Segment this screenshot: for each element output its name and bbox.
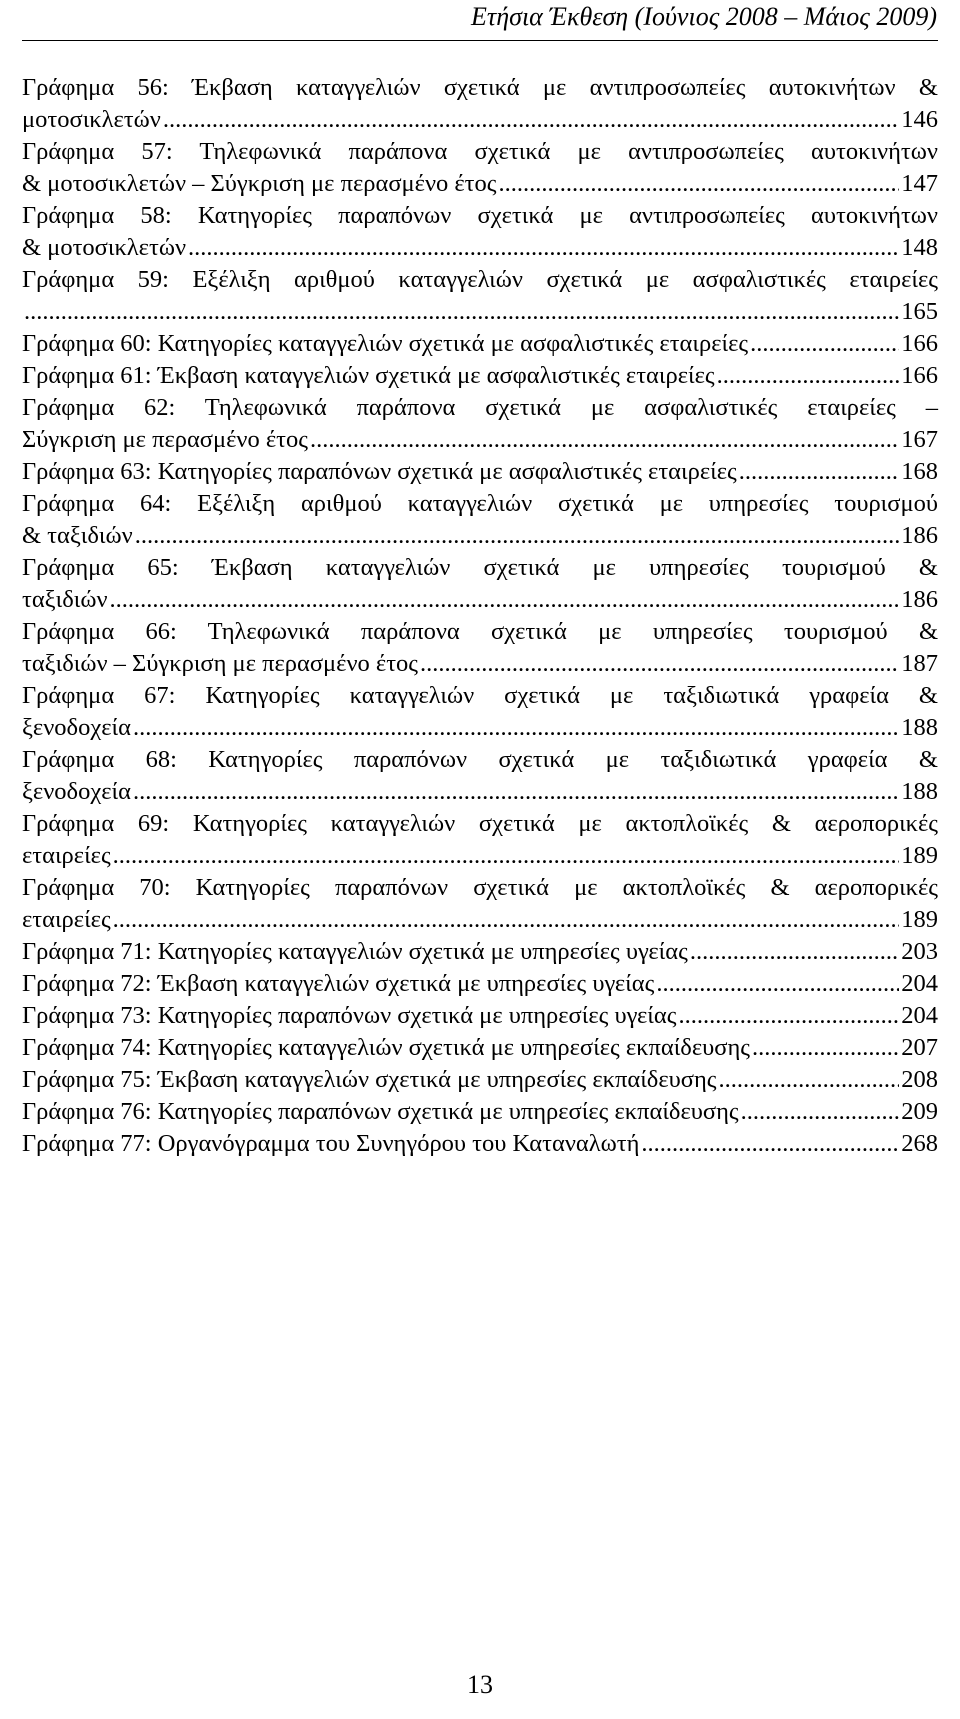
dot-leader — [717, 360, 900, 392]
toc-entry-title: Γράφημα 75: Έκβαση καταγγελιών σχετικά με υπηρεσίες εκπαίδευσης — [22, 1066, 717, 1093]
toc-entry-page: 203 — [901, 938, 938, 965]
toc-entry-title: & μοτοσικλετών — [22, 234, 187, 261]
toc-entry[interactable] — [22, 616, 938, 680]
dot-leader — [133, 712, 899, 744]
list-of-figures — [22, 72, 938, 1160]
toc-entry-text-line: Γράφημα 70: Κατηγορίες παραπόνων σχετικά με ακτοπλοϊκές & αεροπορικές — [22, 874, 938, 901]
toc-entry-page: 165 — [901, 298, 938, 325]
toc-entry[interactable] — [22, 872, 938, 936]
toc-entry-page: 204 — [901, 970, 938, 997]
dot-leader — [656, 968, 899, 1000]
toc-entry-page: 189 — [901, 842, 938, 869]
toc-entry-title: Γράφημα 74: Κατηγορίες καταγγελιών σχετικά με υπηρεσίες εκπαίδευσης — [22, 1034, 750, 1061]
toc-entry-page: 168 — [901, 458, 938, 485]
toc-entry-page: 166 — [901, 362, 938, 389]
toc-entry-last-line — [22, 232, 938, 264]
toc-entry-text-line: Γράφημα 58: Κατηγορίες παραπόνων σχετικά με αντιπροσωπείες αυτοκινήτων — [22, 202, 938, 229]
toc-entry-page: 146 — [901, 106, 938, 133]
toc-entry-last-line — [22, 936, 938, 968]
toc-entry-title: Γράφημα 76: Κατηγορίες παραπόνων σχετικά με υπηρεσίες εκπαίδευσης — [22, 1098, 739, 1125]
toc-entry-last-line — [22, 168, 938, 200]
toc-entry-text-line: Γράφημα 68: Κατηγορίες παραπόνων σχετικά με ταξιδιωτικά γραφεία & — [22, 746, 938, 773]
toc-entry[interactable] — [22, 488, 938, 552]
toc-entry-title: μοτοσικλετών — [22, 106, 161, 133]
toc-entry-title: & μοτοσικλετών – Σύγκριση με περασμένο έτος — [22, 170, 497, 197]
toc-entry-page: 148 — [901, 234, 938, 261]
toc-entry[interactable] — [22, 1128, 938, 1160]
toc-entry-page: 209 — [901, 1098, 938, 1125]
running-header: Ετήσια Έκθεση (Ιούνιος 2008 – Μάιος 2009) — [471, 2, 937, 31]
toc-entry-title: Γράφημα 61: Έκβαση καταγγελιών σχετικά με ασφαλιστικές εταιρείες — [22, 362, 715, 389]
toc-entry-text-line: Γράφημα 64: Εξέλιξη αριθμού καταγγελιών σχετικά με υπηρεσίες τουρισμού — [22, 490, 938, 517]
toc-entry[interactable] — [22, 72, 938, 136]
toc-entry-last-line — [22, 520, 938, 552]
toc-entry[interactable] — [22, 552, 938, 616]
toc-entry-text-line: Γράφημα 69: Κατηγορίες καταγγελιών σχετικά με ακτοπλοϊκές & αεροπορικές — [22, 810, 938, 837]
dot-leader — [163, 104, 899, 136]
toc-entry[interactable] — [22, 1000, 938, 1032]
dot-leader — [641, 1128, 899, 1160]
toc-entry[interactable] — [22, 200, 938, 264]
toc-entry-text-line: Γράφημα 66: Τηλεφωνικά παράπονα σχετικά με υπηρεσίες τουρισμού & — [22, 618, 938, 645]
toc-entry[interactable] — [22, 744, 938, 808]
toc-entry[interactable] — [22, 680, 938, 744]
dot-leader — [110, 584, 900, 616]
toc-entry-title: ξενοδοχεία — [22, 778, 131, 805]
dot-leader — [24, 296, 899, 328]
toc-entry-page: 207 — [901, 1034, 938, 1061]
toc-entry-text-line: Γράφημα 57: Τηλεφωνικά παράπονα σχετικά με αντιπροσωπείες αυτοκινήτων — [22, 138, 938, 165]
toc-entry-last-line — [22, 104, 938, 136]
dot-leader — [752, 1032, 899, 1064]
toc-entry-last-line — [22, 328, 938, 360]
toc-entry-last-line — [22, 1064, 938, 1096]
toc-entry-last-line — [22, 584, 938, 616]
toc-entry-page: 189 — [901, 906, 938, 933]
toc-entry-text-line: Γράφημα 67: Κατηγορίες καταγγελιών σχετικά με ταξιδιωτικά γραφεία & — [22, 682, 938, 709]
toc-entry[interactable] — [22, 264, 938, 328]
toc-entry-last-line — [22, 296, 938, 328]
dot-leader — [310, 424, 899, 456]
toc-entry-page: 268 — [901, 1130, 938, 1157]
toc-entry-page: 186 — [901, 586, 938, 613]
toc-entry-page: 147 — [901, 170, 938, 197]
toc-entry-text-line: Γράφημα 59: Εξέλιξη αριθμού καταγγελιών σχετικά με ασφαλιστικές εταιρείες — [22, 266, 938, 293]
toc-entry-last-line — [22, 968, 938, 1000]
toc-entry-page: 188 — [901, 714, 938, 741]
toc-entry[interactable] — [22, 360, 938, 392]
toc-entry[interactable] — [22, 936, 938, 968]
page-number: 13 — [467, 1670, 493, 1699]
dot-leader — [498, 168, 899, 200]
toc-entry[interactable] — [22, 1032, 938, 1064]
dot-leader — [113, 904, 900, 936]
toc-entry-title: εταιρείες — [22, 906, 111, 933]
toc-entry[interactable] — [22, 136, 938, 200]
toc-entry-title: & ταξιδιών — [22, 522, 133, 549]
toc-entry-title: ταξιδιών — [22, 586, 108, 613]
toc-entry-text-line: Γράφημα 62: Τηλεφωνικά παράπονα σχετικά με ασφαλιστικές εταιρείες – — [22, 394, 938, 421]
toc-entry-last-line — [22, 456, 938, 488]
toc-entry[interactable] — [22, 808, 938, 872]
toc-entry-title: Γράφημα 60: Κατηγορίες καταγγελιών σχετικά με ασφαλιστικές εταιρείες — [22, 330, 749, 357]
toc-entry-page: 204 — [901, 1002, 938, 1029]
dot-leader — [188, 232, 899, 264]
toc-entry-last-line — [22, 424, 938, 456]
dot-leader — [420, 648, 899, 680]
dot-leader — [133, 776, 899, 808]
toc-entry[interactable] — [22, 328, 938, 360]
toc-entry-title: ταξιδιών – Σύγκριση με περασμένο έτος — [22, 650, 418, 677]
toc-entry-text-line: Γράφημα 65: Έκβαση καταγγελιών σχετικά με υπηρεσίες τουρισμού & — [22, 554, 938, 581]
dot-leader — [739, 456, 900, 488]
toc-entry-last-line — [22, 712, 938, 744]
toc-entry-last-line — [22, 1000, 938, 1032]
toc-entry[interactable] — [22, 1064, 938, 1096]
toc-entry[interactable] — [22, 968, 938, 1000]
dot-leader — [718, 1064, 899, 1096]
dot-leader — [750, 328, 899, 360]
toc-entry-title: Γράφημα 63: Κατηγορίες παραπόνων σχετικά με ασφαλιστικές εταιρείες — [22, 458, 737, 485]
toc-entry[interactable] — [22, 1096, 938, 1128]
toc-entry-page: 187 — [901, 650, 938, 677]
toc-entry-title: Γράφημα 73: Κατηγορίες παραπόνων σχετικά με υπηρεσίες υγείας — [22, 1002, 677, 1029]
dot-leader — [690, 936, 899, 968]
toc-entry-last-line — [22, 1032, 938, 1064]
toc-entry-text-line: Γράφημα 56: Έκβαση καταγγελιών σχετικά με αντιπροσωπείες αυτοκινήτων & — [22, 74, 938, 101]
toc-entry-last-line — [22, 776, 938, 808]
toc-entry-page: 188 — [901, 778, 938, 805]
toc-entry-page: 186 — [901, 522, 938, 549]
toc-entry-title: εταιρείες — [22, 842, 111, 869]
toc-entry-last-line — [22, 840, 938, 872]
toc-entry-page: 166 — [901, 330, 938, 357]
dot-leader — [741, 1096, 900, 1128]
dot-leader — [678, 1000, 899, 1032]
toc-entry-last-line — [22, 1096, 938, 1128]
toc-entry-title: Γράφημα 72: Έκβαση καταγγελιών σχετικά με υπηρεσίες υγείας — [22, 970, 655, 997]
toc-entry-title: Γράφημα 71: Κατηγορίες καταγγελιών σχετικά με υπηρεσίες υγείας — [22, 938, 688, 965]
toc-entry-last-line — [22, 360, 938, 392]
dot-leader — [113, 840, 900, 872]
toc-entry-title: Γράφημα 77: Οργανόγραμμα του Συνηγόρου του Καταναλωτή — [22, 1130, 640, 1157]
header-rule — [22, 40, 938, 41]
toc-entry-last-line — [22, 1128, 938, 1160]
toc-entry-last-line — [22, 648, 938, 680]
dot-leader — [135, 520, 900, 552]
toc-entry-page: 208 — [901, 1066, 938, 1093]
toc-entry[interactable] — [22, 392, 938, 456]
toc-entry-page: 167 — [901, 426, 938, 453]
toc-entry-title: ξενοδοχεία — [22, 714, 131, 741]
toc-entry-title: Σύγκριση με περασμένο έτος — [22, 426, 308, 453]
toc-entry[interactable] — [22, 456, 938, 488]
toc-entry-last-line — [22, 904, 938, 936]
